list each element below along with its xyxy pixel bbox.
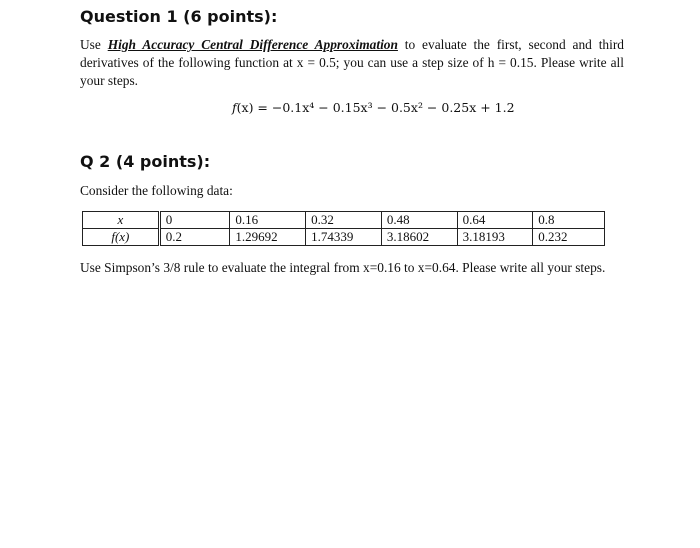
- fx-row: [83, 229, 605, 246]
- x-value: 0.48: [381, 212, 457, 229]
- fx-value: 3.18193: [457, 229, 533, 246]
- x-value: 0: [159, 212, 230, 229]
- x-value: 0.8: [533, 212, 605, 229]
- x-value: 0.64: [457, 212, 533, 229]
- question-2-intro: Consider the following data:: [80, 183, 233, 198]
- method-name: High Accuracy Central Difference Approximation: [107, 37, 398, 52]
- fx-value: 0.232: [533, 229, 605, 246]
- x-value: 0.32: [306, 212, 382, 229]
- fx-value: 1.74339: [306, 229, 382, 246]
- question-2-instruction: Use Simpson’s 3/8 rule to evaluate the integral from x=0.16 to x=0.64. Please write all your steps.: [80, 260, 606, 275]
- fx-value: 0.2: [159, 229, 230, 246]
- x-value: 0.16: [230, 212, 306, 229]
- question-2-heading: Q 2 (4 points):: [80, 152, 211, 171]
- function-formula: [232, 100, 515, 115]
- fx-value: 3.18602: [381, 229, 457, 246]
- data-table: [82, 211, 605, 246]
- fx-value: 1.29692: [230, 229, 306, 246]
- x-row: [83, 212, 605, 229]
- x-label: x: [83, 212, 160, 229]
- question-1-text-after: to evaluate the first, second and third derivatives of the following function at x = 0.5; you can use a step size of h = 0.15. Please write all your steps.: [80, 37, 624, 88]
- formula-function-symbol: f: [232, 100, 237, 115]
- question-1-text-before: Use: [80, 37, 108, 52]
- question-1-heading: Question 1 (6 points):: [80, 7, 278, 26]
- fx-label: f(x): [83, 229, 160, 246]
- question-1-text: [80, 36, 624, 90]
- formula-expression: (x) = −0.1x⁴ − 0.15x³ − 0.5x² − 0.25x + 1.2: [236, 100, 515, 115]
